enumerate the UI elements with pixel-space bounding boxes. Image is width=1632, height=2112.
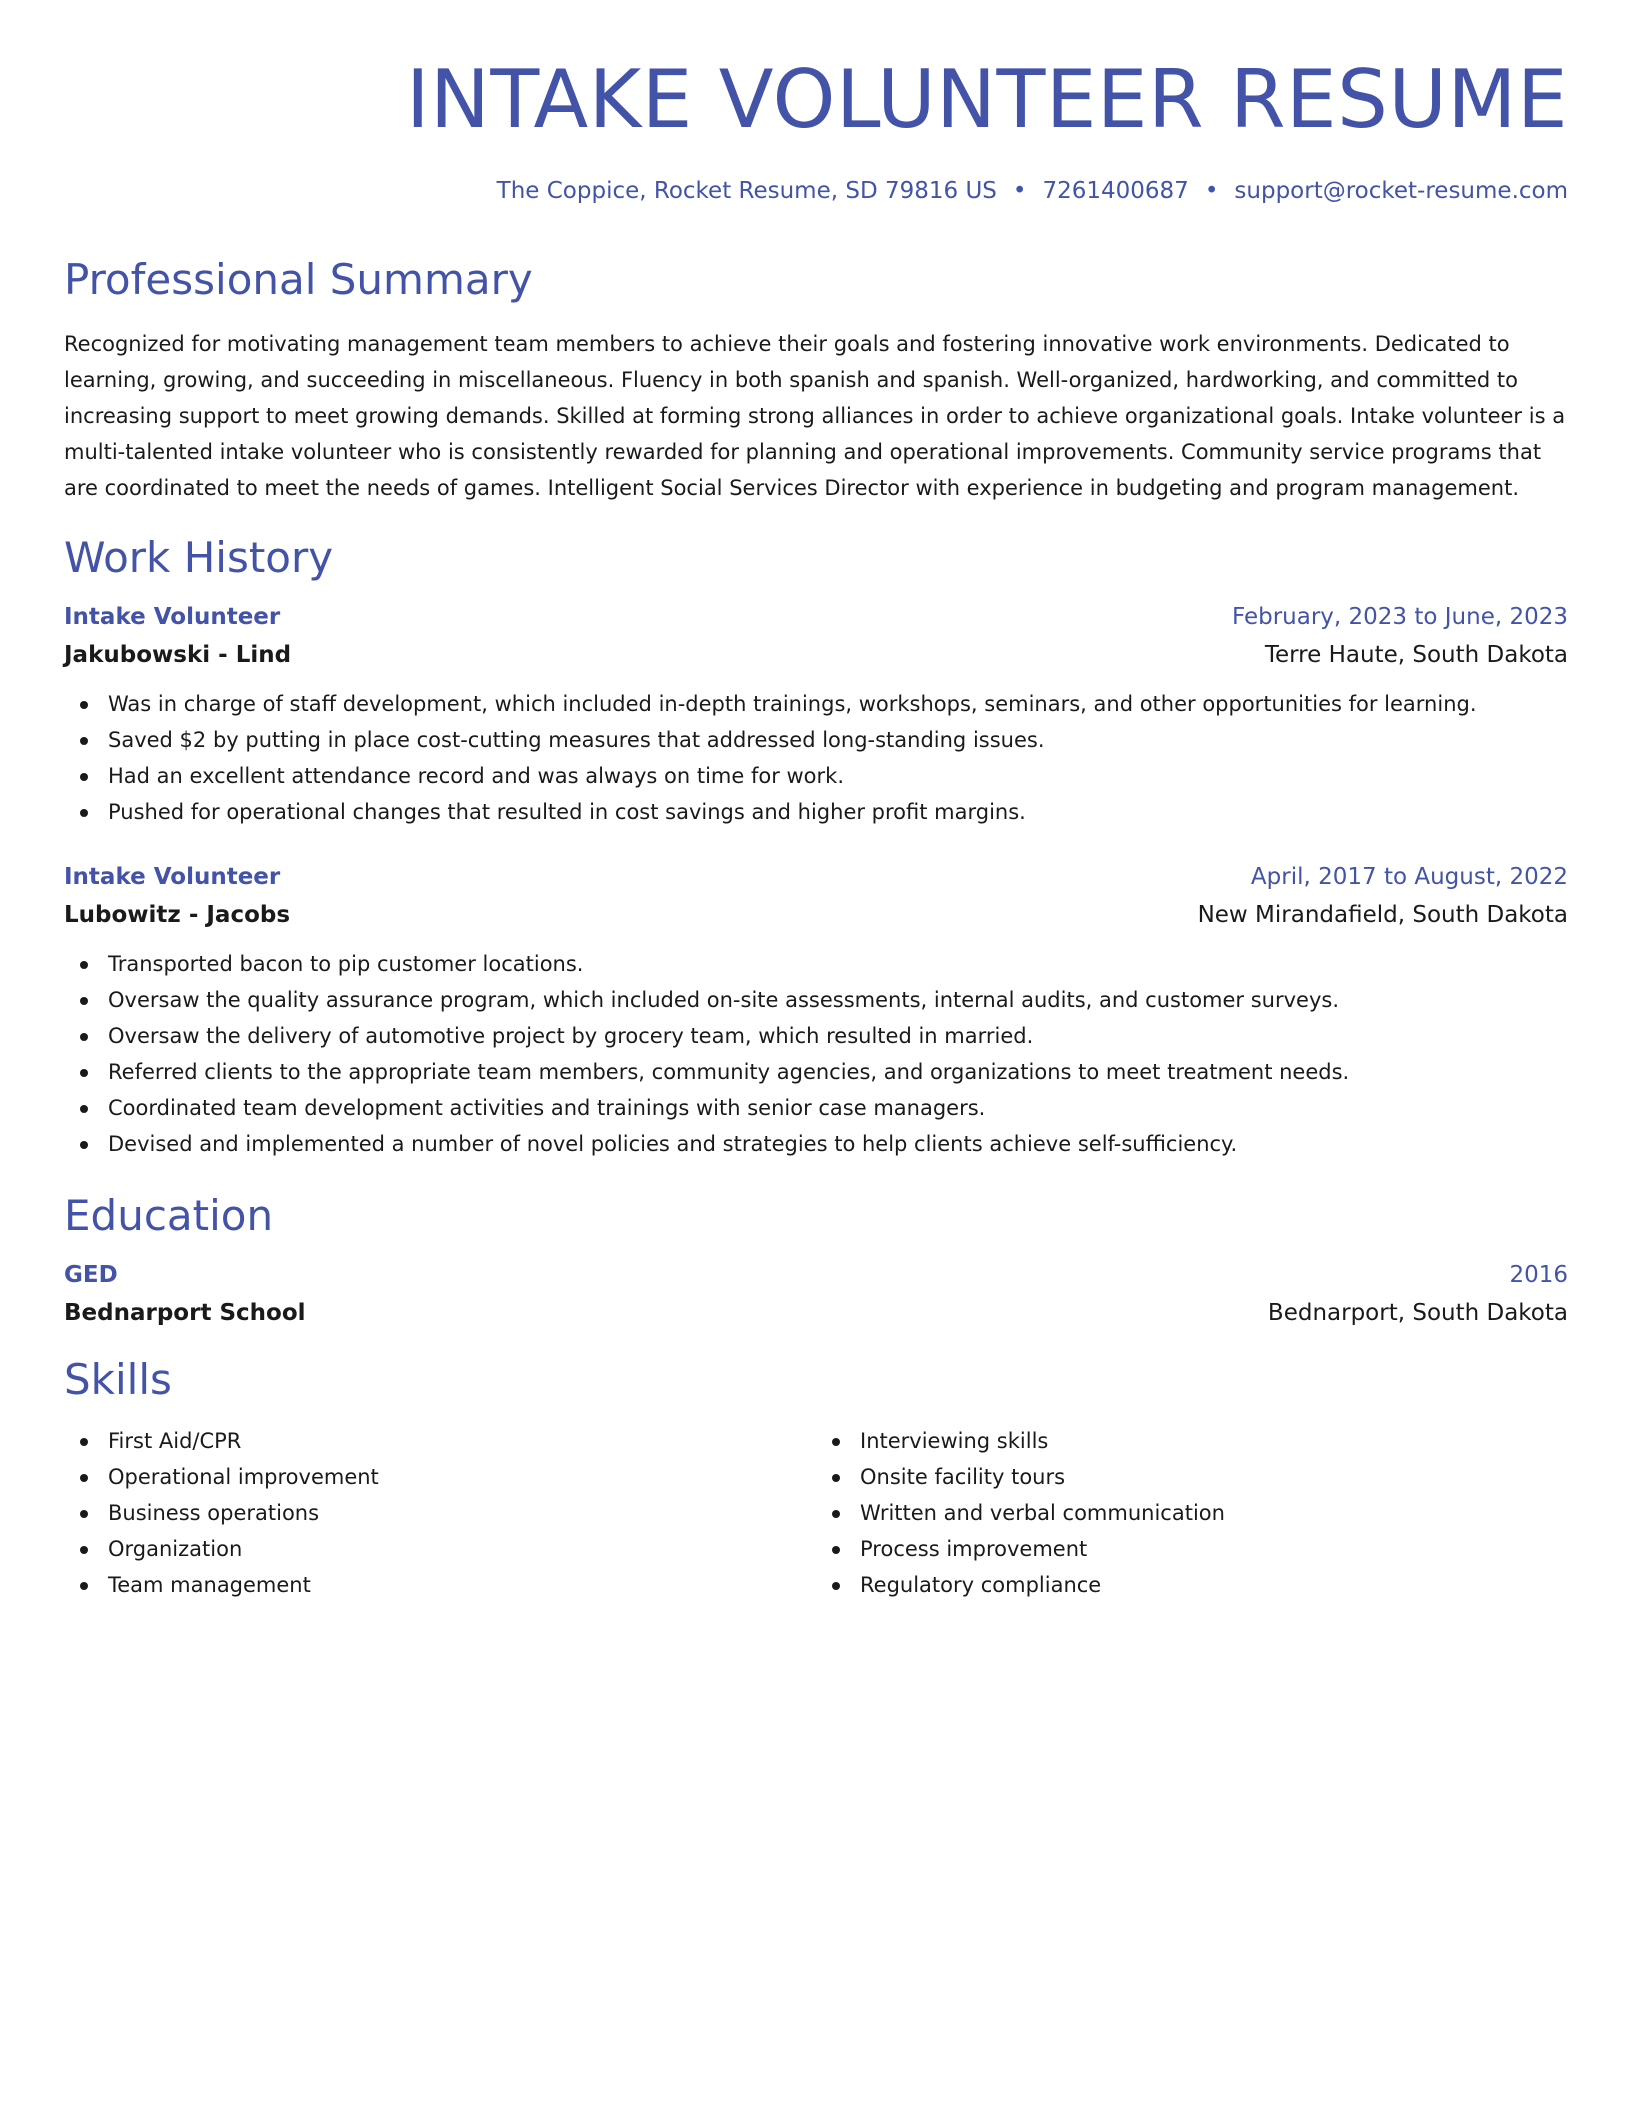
skill-item: Process improvement xyxy=(816,1531,1568,1567)
skill-item: Interviewing skills xyxy=(816,1423,1568,1459)
contact-email: support@rocket-resume.com xyxy=(1234,178,1568,204)
job-title: Intake Volunteer xyxy=(64,864,281,891)
summary-text: Recognized for motivating management team members to achieve their goals and fostering innovative work environments. Dedicated to learning, growing, and succeeding in miscellaneous. Fluency in both spanish and spanish. Well-organized, hardworking, and committed to increasing support to meet growing demands. Skilled at forming strong alliances in order to achieve organizational goals. Intake volunteer is a multi-talented intake volunteer who is consistently rewarded for planning and operational improvements. Community service programs that are coordinated to meet the needs of games. Intelligent Social Services Director with experience in budgeting and program management. xyxy=(64,331,1566,500)
skill-item: Operational improvement xyxy=(64,1459,816,1495)
job-bullet: Was in charge of staff development, which included in-depth trainings, workshops, seminars, and other opportunities for learning. xyxy=(64,686,1568,722)
skills-list xyxy=(64,1423,1568,1603)
skill-item: First Aid/CPR xyxy=(64,1423,816,1459)
education-school: Bednarport School xyxy=(64,1300,306,1327)
contact-separator: • xyxy=(1012,178,1027,204)
job-company: Jakubowski - Lind xyxy=(64,642,292,669)
resume-title: INTAKE VOLUNTEER RESUME xyxy=(405,53,1568,146)
job-bullet: Saved $2 by putting in place cost-cutting measures that addressed long-standing issues. xyxy=(64,722,1568,758)
job-location: Terre Haute, South Dakota xyxy=(1264,642,1568,669)
education-location: Bednarport, South Dakota xyxy=(1267,1300,1568,1327)
job-bullet: Oversaw the delivery of automotive project by grocery team, which resulted in married. xyxy=(64,1018,1568,1054)
skill-item: Organization xyxy=(64,1531,816,1567)
job-company-row xyxy=(64,642,1568,668)
job-bullets xyxy=(64,686,1568,830)
skill-item: Regulatory compliance xyxy=(816,1567,1568,1603)
contact-line xyxy=(64,178,1568,206)
job-dates: February, 2023 to June, 2023 xyxy=(1231,604,1568,631)
skills-column-left xyxy=(64,1423,816,1603)
job-dates: April, 2017 to August, 2022 xyxy=(1250,864,1568,891)
education-school-row xyxy=(64,1300,1568,1326)
skills-column-right xyxy=(816,1423,1568,1603)
work-history-heading: Work History xyxy=(64,532,334,582)
skill-item: Team management xyxy=(64,1567,816,1603)
skill-item: Onsite facility tours xyxy=(816,1459,1568,1495)
education-degree: GED xyxy=(64,1262,118,1289)
skill-item: Business operations xyxy=(64,1495,816,1531)
education-entry xyxy=(64,1262,1568,1326)
job-bullet: Devised and implemented a number of novel policies and strategies to help clients achieve self-sufficiency. xyxy=(64,1126,1568,1162)
job-bullet: Coordinated team development activities and trainings with senior case managers. xyxy=(64,1090,1568,1126)
job-bullets xyxy=(64,946,1568,1162)
job-bullet: Oversaw the quality assurance program, which included on-site assessments, internal audits, and customer surveys. xyxy=(64,982,1568,1018)
job-entry xyxy=(64,604,1568,830)
education-header-row xyxy=(64,1262,1568,1288)
job-bullet: Pushed for operational changes that resulted in cost savings and higher profit margins. xyxy=(64,794,1568,830)
job-location: New Mirandafield, South Dakota xyxy=(1197,902,1568,929)
job-company: Lubowitz - Jacobs xyxy=(64,902,291,929)
job-bullet: Had an excellent attendance record and was always on time for work. xyxy=(64,758,1568,794)
job-entry xyxy=(64,864,1568,1162)
contact-phone: 7261400687 xyxy=(1042,178,1189,204)
contact-address: The Coppice, Rocket Resume, SD 79816 US xyxy=(496,178,997,204)
skill-item: Written and verbal communication xyxy=(816,1495,1568,1531)
education-year: 2016 xyxy=(1509,1262,1568,1289)
job-company-row xyxy=(64,902,1568,928)
job-header-row xyxy=(64,864,1568,890)
education-heading: Education xyxy=(64,1191,274,1241)
contact-separator: • xyxy=(1204,178,1219,204)
job-title: Intake Volunteer xyxy=(64,604,281,631)
job-header-row xyxy=(64,604,1568,630)
skills-heading: Skills xyxy=(64,1355,172,1405)
job-bullet: Referred clients to the appropriate team members, community agencies, and organizations to meet treatment needs. xyxy=(64,1054,1568,1090)
summary-heading: Professional Summary xyxy=(64,254,533,304)
job-bullet: Transported bacon to pip customer locations. xyxy=(64,946,1568,982)
